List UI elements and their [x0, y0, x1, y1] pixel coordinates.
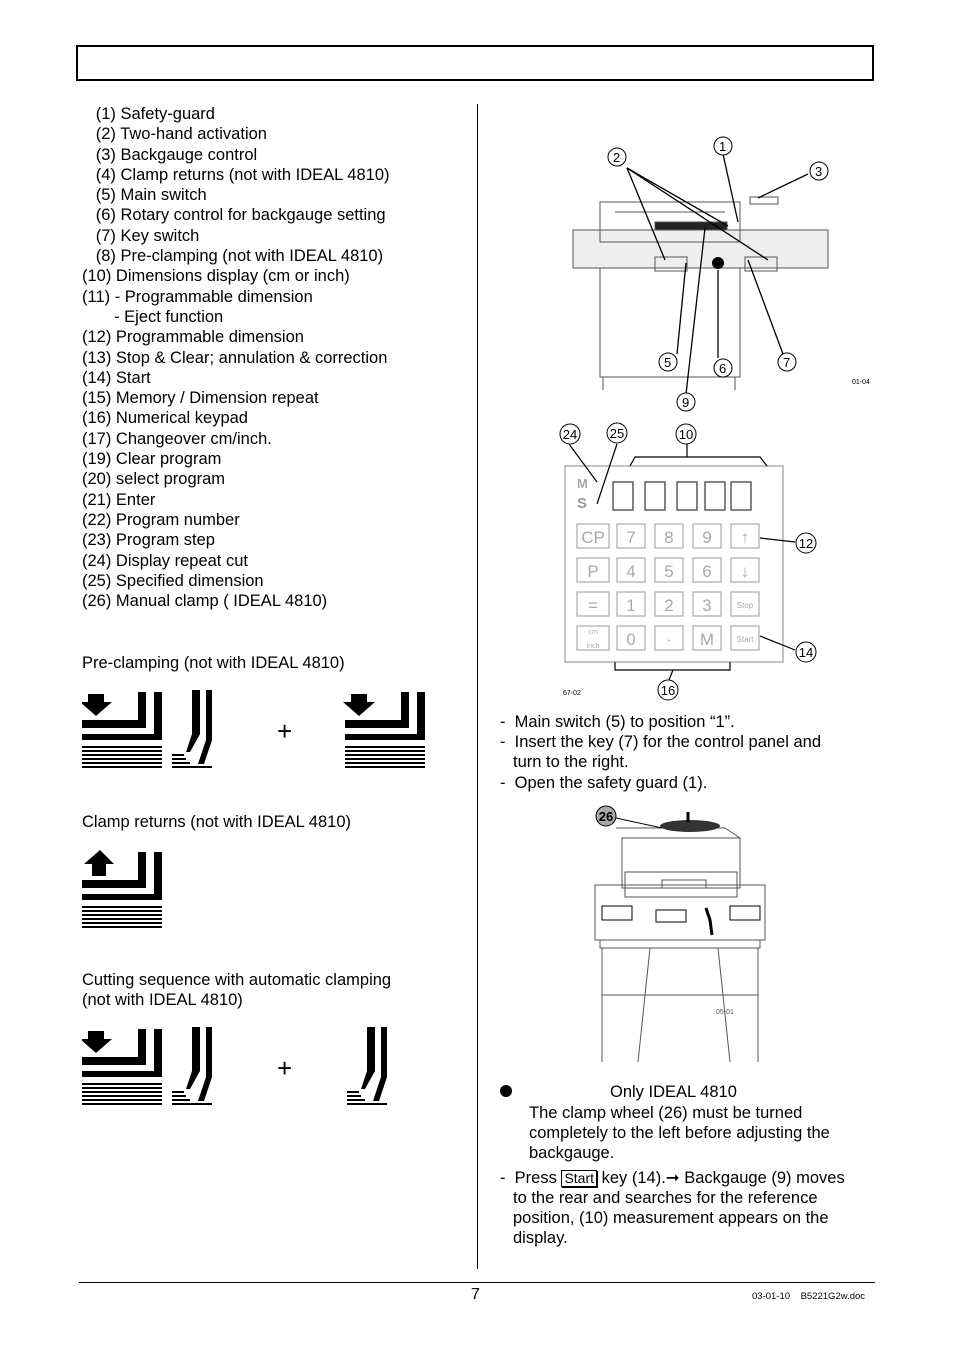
legend-item: (3) Backgauge control [82, 145, 258, 164]
note-line-3: backgauge. [529, 1144, 615, 1162]
legend-item: (14) Start [82, 368, 151, 387]
svg-text:2: 2 [664, 596, 674, 615]
note-line-2: completely to the left before adjusting the [529, 1124, 830, 1142]
callout-26: 26 [598, 809, 614, 824]
svg-text:24: 24 [562, 427, 578, 442]
svg-text:10: 10 [678, 427, 694, 442]
legend-item: (19) Clear program [82, 450, 222, 469]
legend-item: (11) - Programmable dimension [82, 287, 313, 306]
legend-item: (7) Key switch [82, 226, 200, 245]
legend-item: (17) Changeover cm/inch. [82, 429, 272, 448]
clamp-returns-title: Clamp returns (not with IDEAL 4810) [82, 813, 352, 831]
svg-text:S: S [577, 495, 588, 512]
svg-text:1: 1 [626, 596, 636, 615]
svg-text:M: M [699, 630, 715, 649]
legend-item: (16) Numerical keypad [82, 409, 248, 428]
svg-text:67-02: 67-02 [563, 690, 581, 697]
legend-item: (23) Program step [82, 531, 215, 550]
svg-text:M: M [577, 476, 588, 491]
press-line-1: - Press Start key (14).➞ Backgauge (9) moves [500, 1169, 845, 1187]
legend-item: (26) Manual clamp ( IDEAL 4810) [82, 592, 328, 611]
svg-text:=: = [588, 596, 598, 615]
legend-item: (10) Dimensions display (cm or inch) [82, 267, 350, 286]
machine-front-figure [555, 132, 875, 417]
svg-text:16: 16 [660, 683, 676, 698]
legend-item: (22) Program number [82, 510, 240, 529]
svg-text:inch: inch [586, 643, 600, 650]
footer-rule [79, 1282, 875, 1283]
instruction-3: - Open the safety guard (1). [500, 774, 708, 792]
legend-item: (1) Safety-guard [82, 105, 215, 123]
press-line-2: to the rear and searches for the reference [513, 1189, 818, 1207]
svg-text:P: P [587, 562, 599, 581]
plus-sign: + [277, 716, 293, 746]
legend-item: (20) select program [82, 470, 226, 489]
column-divider [477, 104, 478, 1269]
instruction-1: - Main switch (5) to position “1”. [500, 713, 735, 731]
legend-item: (12) Programmable dimension [82, 328, 304, 347]
svg-text:12: 12 [798, 536, 814, 551]
svg-text:3: 3 [815, 164, 823, 179]
legend-item: (15) Memory / Dimension repeat [82, 389, 319, 408]
clamp-wheel-figure [590, 800, 780, 1070]
legend-item: (2) Two-hand activation [82, 125, 267, 144]
svg-text:5: 5 [664, 562, 674, 581]
preclamp-title: Pre-clamping (not with IDEAL 4810) [82, 654, 345, 672]
svg-text:Stop: Stop [736, 601, 754, 610]
svg-text:↓: ↓ [740, 562, 750, 581]
svg-text:2: 2 [613, 150, 621, 165]
legend-item: (13) Stop & Clear; annulation & correction [82, 348, 388, 367]
svg-text:25: 25 [609, 426, 625, 441]
svg-text:05-01: 05-01 [716, 1009, 734, 1016]
svg-text:1: 1 [719, 139, 727, 154]
note-line-1: The clamp wheel (26) must be turned [529, 1104, 803, 1122]
svg-text:9: 9 [702, 528, 712, 547]
svg-text:01-04: 01-04 [852, 379, 870, 386]
clamp-returns-symbol [82, 850, 172, 932]
legend-item: - Eject function [82, 307, 224, 326]
svg-text:↑: ↑ [740, 528, 750, 547]
legend-item: (21) Enter [82, 490, 156, 509]
legend-list [82, 104, 390, 611]
press-line-3: position, (10) measurement appears on the [513, 1209, 829, 1227]
legend-item: (24) Display repeat cut [82, 551, 248, 570]
svg-text:14: 14 [798, 645, 814, 660]
legend-item: (25) Specified dimension [82, 571, 264, 590]
legend-item: (8) Pre-clamping (not with IDEAL 4810) [82, 247, 384, 266]
svg-text:CP: CP [581, 528, 605, 547]
cutting-title-2: (not with IDEAL 4810) [82, 991, 243, 1009]
note-heading: Only IDEAL 4810 [610, 1083, 737, 1101]
press-line-4: display. [513, 1229, 568, 1247]
svg-text:·: · [666, 630, 672, 649]
note-bullet [500, 1084, 512, 1102]
svg-text:9: 9 [682, 395, 690, 410]
svg-text:6: 6 [719, 361, 727, 376]
instruction-2: - Insert the key (7) for the control panel and [500, 733, 822, 751]
header-frame [76, 45, 874, 81]
cutting-sequence-symbols [82, 1027, 432, 1109]
control-panel-figure [555, 420, 875, 705]
page-number: 7 [471, 1286, 480, 1303]
svg-text:6: 6 [702, 562, 712, 581]
cutting-title-1: Cutting sequence with automatic clamping [82, 971, 392, 989]
svg-text:3: 3 [702, 596, 712, 615]
svg-text:8: 8 [664, 528, 674, 547]
svg-text:7: 7 [626, 528, 636, 547]
start-key-icon: Start [561, 1170, 597, 1187]
preclamp-symbols [82, 690, 432, 772]
svg-text:5: 5 [664, 355, 672, 370]
legend-item: (5) Main switch [82, 186, 207, 205]
legend-item: (4) Clamp returns (not with IDEAL 4810) [82, 165, 390, 184]
document-code: 03-01-10 B5221G2w.doc [752, 1291, 866, 1302]
svg-text:4: 4 [626, 562, 636, 581]
svg-text:0: 0 [626, 630, 636, 649]
instruction-2b: turn to the right. [513, 753, 629, 771]
svg-text:cm: cm [588, 629, 598, 636]
plus-sign-2: + [277, 1053, 293, 1083]
svg-text:Start: Start [736, 635, 754, 644]
svg-text:7: 7 [783, 355, 791, 370]
legend-item: (6) Rotary control for backgauge setting [82, 206, 386, 225]
